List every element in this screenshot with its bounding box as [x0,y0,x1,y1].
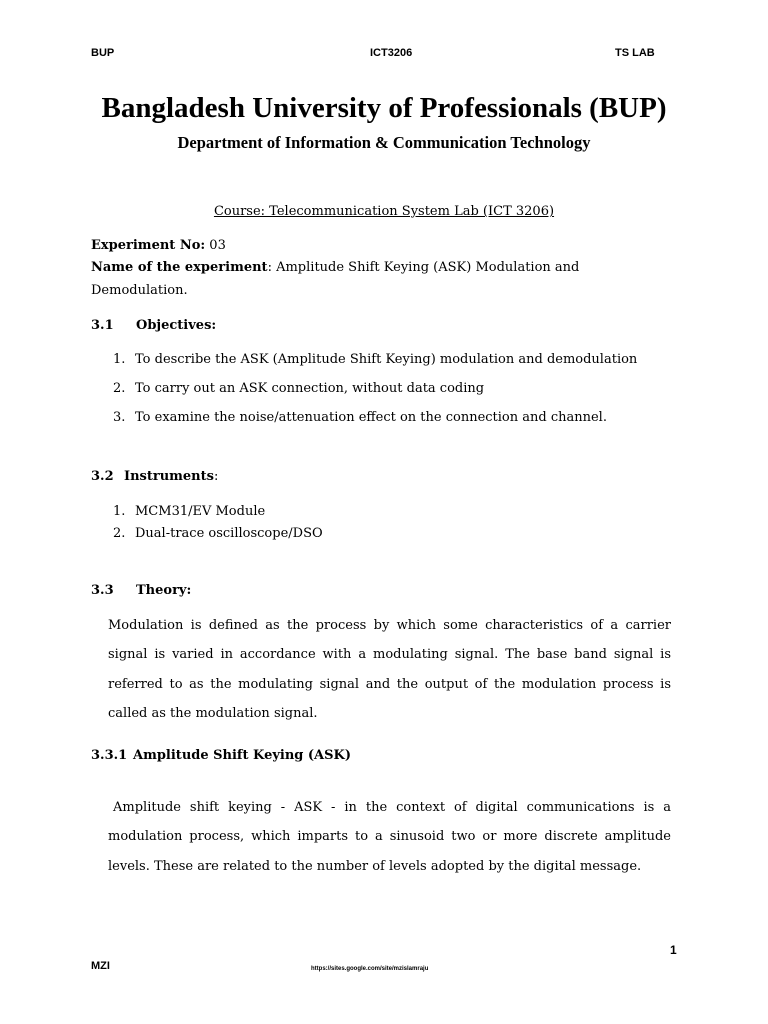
experiment-number-label: Experiment No: [91,238,206,253]
section-title: Instruments [124,469,214,484]
list-item-number: 3. [113,410,126,425]
footer-author: MZI [91,960,110,972]
experiment-name-continued: Demodulation. [91,283,188,298]
section-title-colon: : [213,469,219,484]
experiment-number [91,238,226,253]
section-number: 3.3.1 [91,748,128,763]
department-title: Department of Information & Communication Technology [177,133,591,152]
list-item-number: 1. [113,504,126,519]
footer-url[interactable]: https://sites.google.com/site/mzislamraju [311,966,429,972]
list-item-number: 1. [113,352,126,367]
section-title: Objectives: [136,318,217,333]
theory-paragraph: Modulation is defined as the process by which some characteristics of a carrier signal is varied in accordance with a modulating signal. The base band signal is referred to as the modulating signal and the output of the modulation process is called as the modulation signal. [108,618,671,721]
list-item [113,526,323,541]
header-left: BUP [91,47,115,59]
course-line: Course: Telecommunication System Lab (ICT 3206) [213,204,555,219]
experiment-number-value: 03 [205,238,226,253]
list-item [113,352,637,367]
experiment-name-colon: : [267,260,272,275]
header-center: ICT3206 [370,47,413,59]
list-item [113,381,484,396]
section-ask-heading [91,748,351,763]
list-item-text: To carry out an ASK connection, without data coding [135,381,485,396]
page-number: 1 [670,943,677,957]
section-number: 3.3 [91,583,114,598]
list-item-text: To describe the ASK (Amplitude Shift Keying) modulation and demodulation [135,352,638,367]
section-number: 3.2 [91,469,114,484]
section-number: 3.1 [91,318,114,333]
section-objectives-heading [91,318,216,333]
document-title: Bangladesh University of Professionals (BUP) [101,92,667,124]
ask-paragraph: Amplitude shift keying - ASK - in the context of digital communications is a modulation process, which imparts to a sinusoid two or more discrete amplitude levels. These are related to the number of levels adopted by the digital message. [108,800,671,874]
section-instruments-heading [91,469,218,484]
header-right: TS LAB [615,47,655,59]
list-item-number: 2. [113,526,126,541]
section-theory-heading [91,583,191,598]
experiment-name-value: Amplitude Shift Keying (ASK) Modulation and [271,260,580,275]
experiment-name [91,260,579,275]
list-item-text: To examine the noise/attenuation effect on the connection and channel. [135,410,607,425]
list-item-number: 2. [113,381,126,396]
list-item [113,410,607,425]
section-title: Amplitude Shift Keying (ASK) [133,748,351,763]
section-title: Theory: [136,583,192,598]
list-item-text: MCM31/EV Module [135,504,266,519]
experiment-name-label: Name of the experiment [91,260,268,275]
list-item-text: Dual-trace oscilloscope/DSO [135,526,323,541]
list-item [113,504,265,519]
